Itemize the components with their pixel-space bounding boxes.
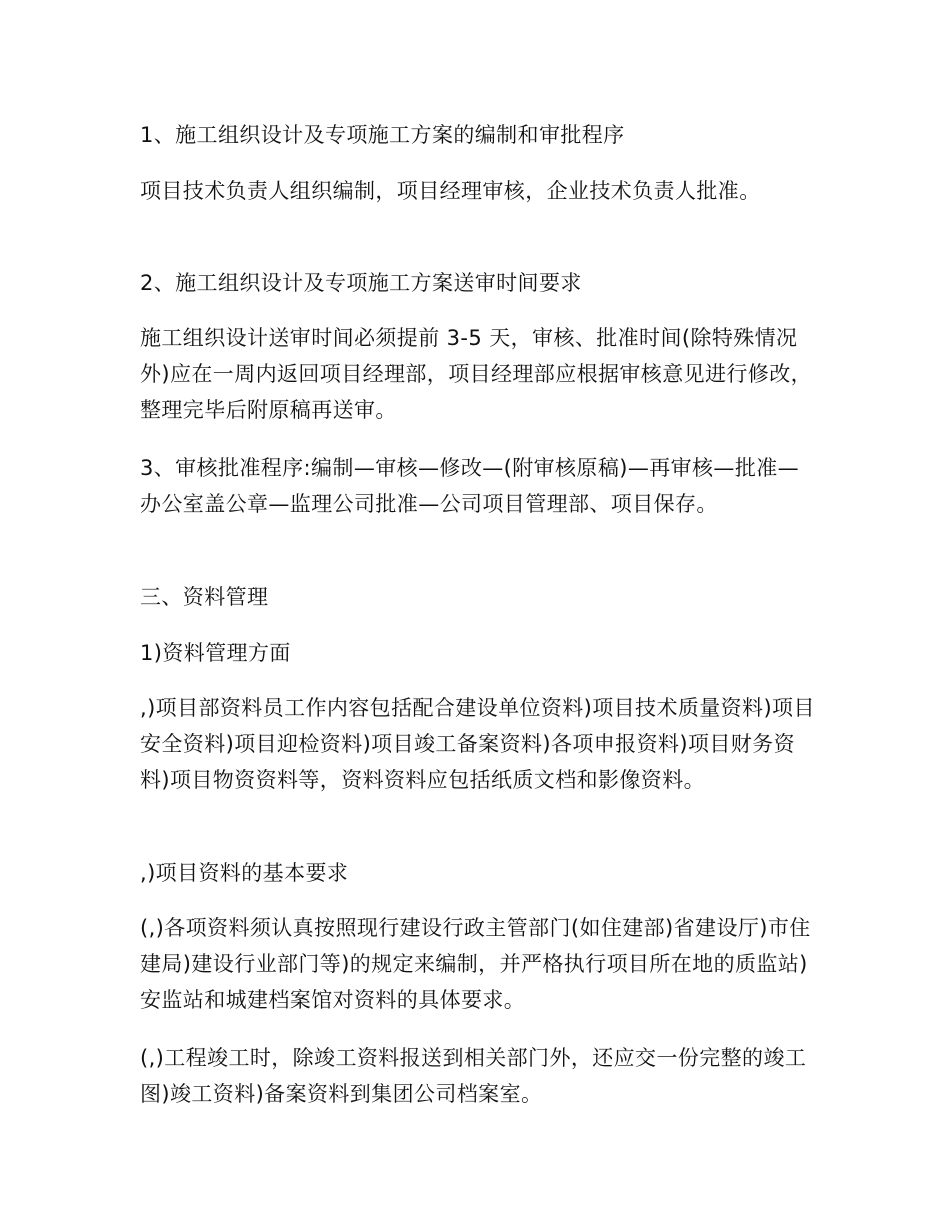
paragraph-submission-time: 施工组织设计送审时间必须提前 3-5 天，审核、批准时间(除特殊情况外)应在一周内返回项目经理部，项目经理部应根据审核意见进行修改，整理完毕后附原稿再送审。 [140,326,812,422]
paragraph-approval-sequence: 3、审核批准程序:编制—审核—修改—(附审核原稿)—再审核—批准—办公室盖公章—监理公司批准—公司项目管理部、项目保存。 [140,456,800,516]
paragraph-compilation-responsibility: 项目技术负责人组织编制，项目经理审核，企业技术负责人批准。 [140,179,761,203]
paragraph-completion-archive: (,)工程竣工时，除竣工资料报送到相关部门外，还应交一份完整的竣工图)竣工资料)备案资料到集团公司档案室。 [140,1046,807,1106]
section-heading-data-management: 三、资料管理 [140,585,269,609]
paragraph-data-clerk-duties: ,)项目部资料员工作内容包括配合建设单位资料)项目技术质量资料)项目安全资料)项目迎检资料)项目竣工备案资料)各项申报资料)项目财务资料)项目物资资料等，资料资料应包括纸质文档和影像资料。 [140,696,815,792]
heading-submission-time: 2、施工组织设计及专项施工方案送审时间要求 [140,271,582,295]
paragraph-compilation-regulations: (,)各项资料须认真按照现行建设行政主管部门(如住建部)省建设厅)市住建局)建设行业部门等)的规定来编制，并严格执行项目所在地的质监站)安监站和城建档案馆对资料的具体要求。 [140,916,811,1012]
subheading-basic-requirements: ,)项目资料的基本要求 [140,861,349,885]
subheading-data-management-aspects: 1)资料管理方面 [140,641,291,665]
heading-approval-procedure: 1、施工组织设计及专项施工方案的编制和审批程序 [140,123,625,147]
